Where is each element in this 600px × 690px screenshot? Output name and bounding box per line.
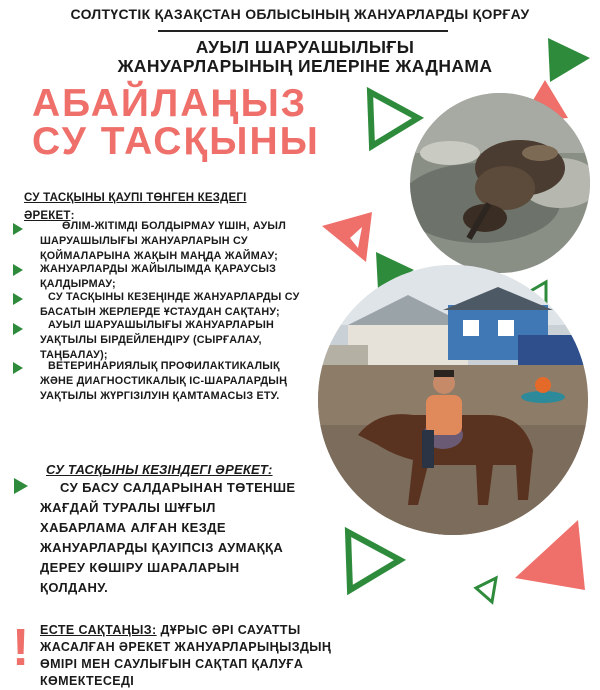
bullet-icon xyxy=(13,323,23,335)
triangle-red-bottom-right xyxy=(515,520,585,590)
bullet-icon xyxy=(13,223,23,235)
subtitle-line-2: ЖАНУАРЛАРЫНЫҢ ИЕЛЕРІНЕ ЖАДНАМА xyxy=(117,56,493,76)
flood-line-6: ҚОЛДАНУ. xyxy=(40,580,109,595)
flood-line-1: СУ БАСУ САЛДАРЫНАН ТӨТЕНШЕ xyxy=(60,480,296,495)
reminder-line-3: ӨМІРІ МЕН САУЛЫҒЫН САҚТАП ҚАЛУҒА xyxy=(40,657,304,671)
threat-item-5-line-3: УАҚТЫЛЫ ЖҮРГІЗІЛУІН ҚАМТАМАСЫЗ ЕТУ. xyxy=(40,390,280,403)
exclamation-icon: ! xyxy=(12,619,30,677)
threat-section-title-line-2: ӘРЕКЕТ xyxy=(24,210,71,222)
threat-item-1 xyxy=(40,219,315,265)
horse-rider-flood-photo xyxy=(318,265,588,535)
bullet-icon xyxy=(13,264,23,276)
triangle-green-bottom xyxy=(348,532,400,590)
threat-item-4-line-3: ТАҢБАЛАУ); xyxy=(40,349,108,362)
threat-item-2 xyxy=(40,262,315,292)
triangle-green-bottom-small xyxy=(476,578,496,602)
bullet-icon xyxy=(13,293,23,305)
threat-item-2-line-2: ҚАЛДЫРМАУ; xyxy=(40,278,116,291)
threat-item-5-line-2: ЖӘНЕ ДИАГНОСТИКАЛЫҚ ІС-ШАРАЛАРДЫҢ xyxy=(40,375,288,388)
bullet-icon xyxy=(13,362,23,374)
flood-line-2: ЖАҒДАЙ ТУРАЛЫ ШҰҒЫЛ xyxy=(40,500,216,515)
flood-line-3: ХАБАРЛАМА АЛҒАН КЕЗДЕ xyxy=(40,520,226,535)
threat-section-title-line-1: СУ ТАСҚЫНЫ ҚАУПІ ТӨНГЕН КЕЗДЕГІ xyxy=(24,192,247,204)
threat-item-3 xyxy=(40,290,315,320)
threat-item-3-line-2: БАСАТЫН ЖЕРЛЕРДЕ ҰСТАУДАН САҚТАНУ; xyxy=(40,306,280,319)
triangle-green-headline xyxy=(370,92,418,146)
bullet-bottom-green xyxy=(14,478,28,494)
triangle-green-top-right xyxy=(548,38,590,82)
threat-item-2-line-1: ЖАНУАРЛАРДЫ ЖАЙЫЛЫМДА ҚАРАУСЫЗ xyxy=(40,263,277,275)
reminder-label: ЕСТЕ САҚТАҢЫЗ: xyxy=(40,623,157,637)
reminder-line-1-rest: ДҰРЫС ӘРІ САУАТТЫ xyxy=(160,623,301,637)
threat-item-1-line-1: ӨЛІМ-ЖІТІМДІ БОЛДЫРМАУ ҮШІН, АУЫЛ xyxy=(62,220,286,232)
threat-item-4-line-2: УАҚТЫЛЫ БІРДЕЙЛЕНДІРУ (СЫРҒАЛАУ, xyxy=(40,334,262,347)
threat-section-title-colon: : xyxy=(70,210,75,222)
flood-line-5: ДЕРЕУ КӨШІРУ ШАРАЛАРЫН xyxy=(40,560,240,575)
flood-line-4: ЖАНУАРЛАРДЫ ҚАУІПСІЗ АУМАҚҚА xyxy=(40,540,284,555)
threat-item-5 xyxy=(40,359,315,405)
reminder-line-2: ЖАСАЛҒАН ӘРЕКЕТ ЖАНУАРЛАРЫҢЫЗДЫҢ xyxy=(40,640,332,654)
reminder-line-4: КӨМЕКТЕСЕДІ xyxy=(40,674,135,688)
reminder-block xyxy=(40,622,380,690)
threat-item-5-line-1: ВЕТЕРИНАРИЯЛЫҚ ПРОФИЛАКТИКАЛЫҚ xyxy=(48,360,280,372)
flood-animal-photo xyxy=(410,93,590,273)
flood-section-body xyxy=(40,478,340,598)
subtitle-line-1: АУЫЛ ШАРУАШЫЛЫҒЫ xyxy=(195,37,415,57)
organization-title: СОЛТҮСТІК ҚАЗАҚСТАН ОБЛЫСЫНЫҢ ЖАНУАРЛАРДЫ ҚОРҒАУ xyxy=(70,6,530,22)
threat-item-1-line-3: ҚОЙМАЛАРЫНА ЖАҚЫН МАҢДА ЖАЙМАУ; xyxy=(40,250,278,263)
reminder-line-1 xyxy=(40,622,380,639)
headline-line-1: АБАЙЛАҢЫЗ xyxy=(32,82,308,125)
flood-section-title: СУ ТАСҚЫНЫ КЕЗІНДЕГІ ӘРЕКЕТ: xyxy=(46,462,273,477)
threat-item-4-line-1: АУЫЛ ШАРУАШЫЛЫҒЫ ЖАНУАРЛАРЫН xyxy=(48,319,275,331)
threat-item-1-line-2: ШАРУАШЫЛЫҒЫ ЖАНУАРЛАРЫН СУ xyxy=(40,235,248,248)
threat-item-4 xyxy=(40,318,315,364)
headline-line-2: СУ ТАСҚЫНЫ xyxy=(32,120,320,163)
threat-item-3-line-1: СУ ТАСҚЫНЫ КЕЗЕҢІНДЕ ЖАНУАРЛАРДЫ СУ xyxy=(48,291,300,303)
triangle-red-mid xyxy=(322,212,372,262)
